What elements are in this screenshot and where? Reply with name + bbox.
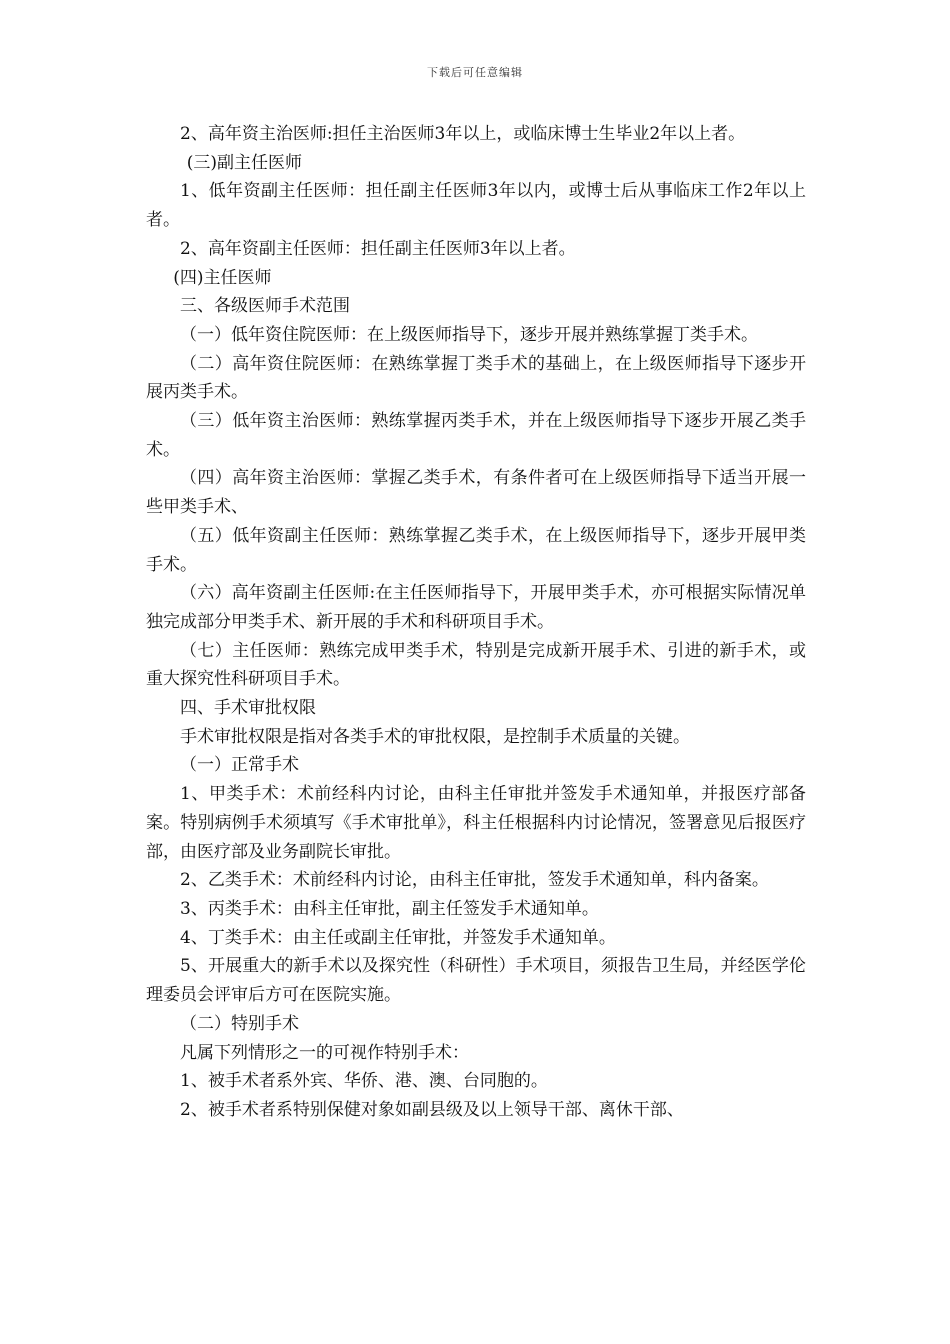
paragraph: （二）高年资住院医师：在熟练掌握丁类手术的基础上，在上级医师指导下逐步开展丙类手术。 [146, 353, 806, 403]
section-heading: （二）特别手术 [180, 1013, 299, 1034]
paragraph: 手术审批权限是指对各类手术的审批权限，是控制手术质量的关键。 [180, 726, 690, 747]
section-heading: 四、手术审批权限 [180, 698, 316, 719]
section-heading: (三)副主任医师 [186, 152, 303, 173]
section-heading: 三、各级医师手术范围 [180, 296, 350, 317]
page-header: 下载后可任意编辑 [427, 66, 523, 79]
paragraph: 5、开展重大的新手术以及探究性（科研性）手术项目，须报告卫生局，并经医学伦理委员会评审后方可在医院实施。 [146, 956, 806, 1006]
document-body [146, 120, 806, 1125]
paragraph: 1、低年资副主任医师：担任副主任医师3年以内，或博士后从事临床工作2年以上者。 [146, 181, 806, 231]
paragraph: 2、高年资主治医师:担任主治医师3年以上，或临床博士生毕业2年以上者。 [180, 124, 746, 144]
section-heading: （一）正常手术 [180, 755, 299, 776]
section-heading: (四)主任医师 [173, 267, 272, 288]
paragraph: （七）主任医师：熟练完成甲类手术，特别是完成新开展手术、引进的新手术，或重大探究性科研项目手术。 [146, 640, 806, 690]
paragraph: 4、丁类手术：由主任或副主任审批，并签发手术通知单。 [180, 927, 616, 948]
paragraph: 1、甲类手术：术前经科内讨论，由科主任审批并签发手术通知单，并报医疗部备案。特别病例手术须填写《手术审批单》，科主任根据科内讨论情况，签署意见后报医疗部，由医疗部及业务副院长审批。 [146, 784, 806, 862]
paragraph: 3、丙类手术：由科主任审批，副主任签发手术通知单。 [180, 898, 599, 919]
paragraph: （一）低年资住院医师：在上级医师指导下，逐步开展并熟练掌握丁类手术。 [180, 324, 758, 345]
paragraph: 2、高年资副主任医师：担任副主任医师3年以上者。 [180, 238, 576, 259]
paragraph: 2、被手术者系特别保健对象如副县级及以上领导干部、离休干部、 [180, 1099, 684, 1120]
paragraph: （五）低年资副主任医师：熟练掌握乙类手术，在上级医师指导下，逐步开展甲类手术。 [146, 525, 806, 575]
paragraph: （四）高年资主治医师：掌握乙类手术，有条件者可在上级医师指导下适当开展一些甲类手术、 [146, 468, 806, 518]
paragraph: （三）低年资主治医师：熟练掌握丙类手术，并在上级医师指导下逐步开展乙类手术。 [146, 411, 806, 460]
paragraph: 2、乙类手术：术前经科内讨论，由科主任审批，签发手术通知单，科内备案。 [180, 870, 769, 891]
paragraph: （六）高年资副主任医师:在主任医师指导下，开展甲类手术，亦可根据实际情况单独完成部分甲类手术、新开展的手术和科研项目手术。 [146, 583, 806, 632]
paragraph: 1、被手术者系外宾、华侨、港、澳、台同胞的。 [180, 1071, 548, 1092]
paragraph: 凡属下列情形之一的可视作特别手术： [180, 1042, 469, 1063]
